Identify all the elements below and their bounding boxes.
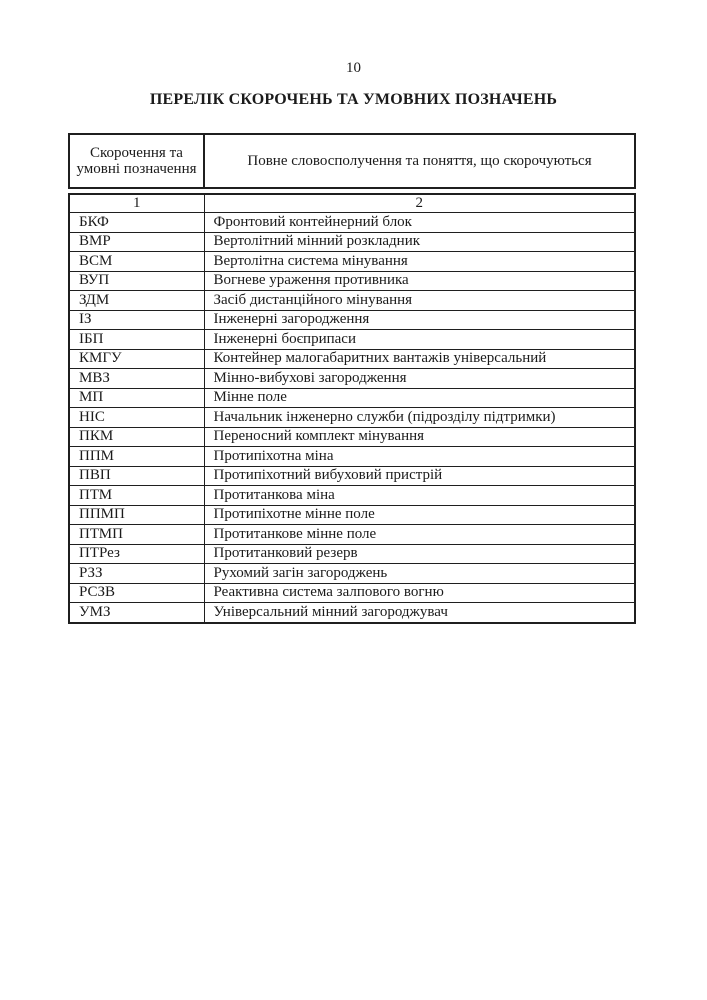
header-cell-abbreviation: Скорочення та умовні позначення [69, 134, 204, 188]
table-row [69, 369, 635, 389]
full-term-cell: Переносний комплект мінування [204, 427, 635, 447]
abbreviation-cell: ПТМП [69, 525, 204, 545]
table-header [68, 133, 636, 189]
full-term-cell: Мінно-вибухові загородження [204, 369, 635, 389]
table-row [69, 232, 635, 252]
full-term-cell: Начальник інженерно служби (підрозділу підтримки) [204, 408, 635, 428]
table-row [69, 310, 635, 330]
table-body [68, 193, 636, 624]
table-row [69, 408, 635, 428]
full-term-cell: Фронтовий контейнерний блок [204, 213, 635, 233]
abbreviation-cell: БКФ [69, 213, 204, 233]
table-row [69, 447, 635, 467]
table-row [69, 291, 635, 311]
full-term-cell: Інженерні боєприпаси [204, 330, 635, 350]
abbreviation-cell: НІС [69, 408, 204, 428]
abbreviation-cell: ППМП [69, 505, 204, 525]
full-term-cell: Вертолітна система мінування [204, 252, 635, 272]
abbreviation-cell: РЗЗ [69, 564, 204, 584]
full-term-cell: Протитанкове мінне поле [204, 525, 635, 545]
table-row [69, 213, 635, 233]
abbreviation-cell: ІБП [69, 330, 204, 350]
table-row [69, 564, 635, 584]
table-row [69, 271, 635, 291]
full-term-cell: Інженерні загородження [204, 310, 635, 330]
table-row [69, 486, 635, 506]
table-row [69, 466, 635, 486]
full-term-cell: Реактивна система залпового вогню [204, 583, 635, 603]
full-term-cell: Вертолітний мінний розкладник [204, 232, 635, 252]
abbreviation-cell: МП [69, 388, 204, 408]
page-number: 10 [346, 60, 361, 76]
full-term-cell: Рухомий загін загороджень [204, 564, 635, 584]
full-term-cell: Універсальний мінний загороджувач [204, 603, 635, 623]
abbreviation-cell: РСЗВ [69, 583, 204, 603]
full-term-cell: Контейнер малогабаритних вантажів універсальний [204, 349, 635, 369]
full-term-cell: Мінне поле [204, 388, 635, 408]
abbreviation-cell: ПВП [69, 466, 204, 486]
table-row [69, 603, 635, 623]
abbreviation-cell: ПТМ [69, 486, 204, 506]
table-row [69, 544, 635, 564]
full-term-cell: Протипіхотний вибуховий пристрій [204, 466, 635, 486]
full-term-cell: Протитанкова міна [204, 486, 635, 506]
table-row [69, 427, 635, 447]
table-row [69, 330, 635, 350]
full-term-cell: Протипіхотна міна [204, 447, 635, 467]
abbreviation-cell: ПКМ [69, 427, 204, 447]
abbreviation-cell: УМЗ [69, 603, 204, 623]
abbreviation-cell: КМГУ [69, 349, 204, 369]
abbreviation-cell: ПТРез [69, 544, 204, 564]
page-title: ПЕРЕЛІК СКОРОЧЕНЬ ТА УМОВНИХ ПОЗНАЧЕНЬ [149, 91, 558, 108]
column-index-2: 2 [204, 194, 635, 213]
full-term-cell: Засіб дистанційного мінування [204, 291, 635, 311]
table-row [69, 252, 635, 272]
full-term-cell: Вогневе ураження противника [204, 271, 635, 291]
table-row [69, 525, 635, 545]
full-term-cell: Протипіхотне мінне поле [204, 505, 635, 525]
abbreviation-cell: МВЗ [69, 369, 204, 389]
abbreviation-cell: ВМР [69, 232, 204, 252]
abbreviation-cell: ІЗ [69, 310, 204, 330]
abbreviation-cell: ЗДМ [69, 291, 204, 311]
table-row [69, 505, 635, 525]
table-row [69, 349, 635, 369]
abbreviations-table [68, 133, 634, 624]
abbreviation-cell: ВСМ [69, 252, 204, 272]
header-row [69, 134, 635, 188]
header-cell-full-term: Повне словосполучення та поняття, що скорочуються [204, 134, 635, 188]
full-term-cell: Протитанковий резерв [204, 544, 635, 564]
abbreviation-cell: ВУП [69, 271, 204, 291]
table-row [69, 583, 635, 603]
table-row [69, 388, 635, 408]
column-index-1: 1 [69, 194, 204, 213]
column-index-row [69, 194, 635, 213]
abbreviation-cell: ППМ [69, 447, 204, 467]
